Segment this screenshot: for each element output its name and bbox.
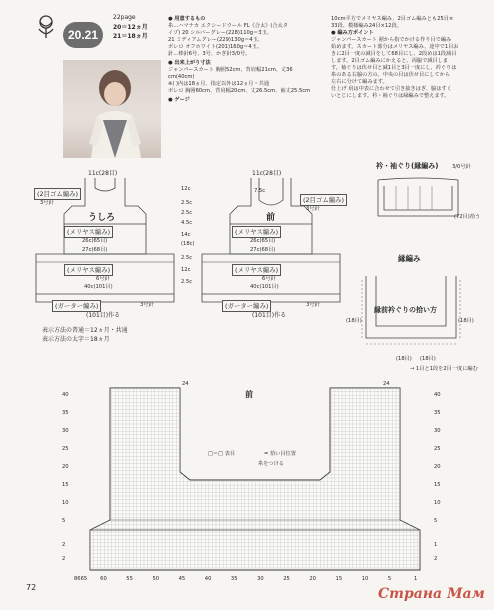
points-line: 糸のある右脇の方の、中央の目は伏せ目にしてから	[331, 72, 451, 78]
chart-col-label: 25	[283, 576, 290, 582]
front-top-dim: 11c(28目)	[252, 170, 282, 177]
chart-row-label-left: 25	[62, 446, 69, 452]
chart-col-label: 35	[230, 576, 238, 582]
chart-row-label-left: 35	[62, 410, 69, 416]
edging-note: → 1目と1段を2目一度に編む	[410, 366, 478, 372]
back-top-dim: 11c(28目)	[88, 170, 118, 177]
chart-row-label-left: 40	[62, 392, 69, 398]
front-rib-note: 3号針	[306, 206, 320, 212]
finished-line: ジャンパースカート 胸囲52cm、背肩幅21cm、丈36	[168, 67, 293, 73]
size-note-1: 表示方法の普通＝12ヵ月・共通	[42, 327, 128, 334]
back-width-2: 27c(68目)	[82, 247, 108, 253]
front-wide: 40c(101目)	[250, 284, 279, 290]
size-note-2: 表示方法の太字＝18ヵ月	[42, 336, 110, 343]
materials-line: 糸…ハマナカ エクシードウール FL《合太》(合太タ	[168, 23, 288, 29]
front-stockinette-lower: (メリヤス編み)	[232, 264, 281, 276]
gauge-title: ● ゲージ	[168, 97, 190, 103]
edging-count: (18目)	[396, 356, 412, 362]
page-number: 72	[26, 583, 37, 592]
points-line: します。2目ゴム編みにかえると、両脇で減目しま	[331, 58, 449, 64]
materials-line: ボレロ オフホワイト(201)160g＝4玉。	[168, 44, 263, 50]
chart-col-label: 10	[361, 576, 369, 582]
front-stockinette-upper: (メリヤス編み)	[232, 226, 281, 238]
size-line-2: 21＝18ヵ月	[113, 33, 148, 40]
size-line-1: 20＝12ヵ月	[113, 24, 148, 31]
chart-row-label-right: 30	[434, 428, 441, 434]
vertical-dim: 12c	[181, 186, 191, 192]
back-rib-width: 26c(65目)	[82, 238, 108, 244]
back-wide: 40c(101目)	[84, 284, 113, 290]
page-ref: 22page	[113, 14, 136, 21]
back-cast-on: (101目)作る	[86, 312, 121, 319]
front-garter: (ガーター編み)	[222, 300, 271, 312]
back-rib-label: (2目ゴム編み)	[34, 188, 81, 200]
vertical-dim: 2.5c	[181, 279, 193, 285]
chart-col-label: 1	[414, 576, 418, 582]
chart-row-label-left: 30	[62, 428, 69, 434]
finished-line: cm(40cm)	[168, 74, 195, 80]
gauge-line: 10cm平方でメリヤス編み、2目ゴム編みとも25目×	[331, 16, 454, 22]
points-line: 始めます。スカート部分はメリヤス編み、途中で1目お	[331, 44, 459, 50]
chart-top-left: 24	[182, 381, 189, 387]
chart-col-label: 8665	[74, 576, 88, 582]
edging-count: (18目)	[420, 356, 436, 362]
materials-line: 21 ミディアムグレー(229)130g＝4玉、	[168, 37, 263, 43]
chart-title: 前	[245, 390, 253, 399]
back-label: うしろ	[88, 213, 116, 223]
vertical-dim: 2.5c	[181, 255, 193, 261]
vertical-dim: 12c	[181, 267, 191, 273]
chart-row-label-left: 20	[62, 464, 69, 470]
chart-row-label-right: 5	[434, 518, 438, 524]
edging-count: (18目)	[458, 318, 474, 324]
chart-row-label-right: 15	[434, 482, 441, 488]
chart-row-label-left: 10	[62, 500, 69, 506]
child-photo	[63, 60, 161, 158]
edging-swatch-diagram	[370, 176, 466, 236]
chart-col-label: 60	[100, 576, 107, 582]
points-line: いとじにします。衿・袖ぐりは縁編みで整えます。	[331, 93, 450, 99]
knitting-grid-chart	[80, 380, 430, 575]
chart-row-label-left: 5	[62, 518, 66, 524]
back-stockinette-upper: (メリヤス編み)	[64, 226, 113, 238]
back-garter: (ガーター編み)	[52, 300, 101, 312]
points-line: 左右に分けて編みます。	[331, 79, 388, 85]
chart-row-label-left: 2	[62, 542, 66, 548]
chart-row-label-right: 25	[434, 446, 441, 452]
vertical-dim: 2.5c	[181, 200, 193, 206]
finished-line: ボレロ 胸囲60cm、背肩幅20cm、丈26.5cm、袖丈25.5cm	[168, 88, 311, 94]
vertical-dim: 14c	[181, 232, 191, 238]
chart-row-label-right: 2	[434, 556, 438, 562]
vertical-dim: 4.5c	[181, 220, 193, 226]
front-neck-dim: 7.5c	[254, 188, 266, 194]
pattern-number-badge: 20.21	[63, 22, 103, 48]
points-line: きに2目一度の減目をして68目にし、2段めは1段減目	[331, 51, 457, 57]
chart-col-label: 50	[152, 576, 160, 582]
front-rib-width: 26c(65目)	[250, 238, 276, 244]
points-line: 仕上げ 肩は中表に合わせて引き抜きはぎ、脇はすく	[331, 86, 452, 92]
chart-col-label: 30	[257, 576, 264, 582]
chart-col-label: 5	[387, 576, 392, 582]
back-garter-note: 3号針	[140, 302, 154, 308]
front-label: 前	[266, 213, 276, 223]
front-cast-on: (101目)作る	[252, 312, 287, 319]
chart-row-label-right: 40	[434, 392, 441, 398]
vertical-dim: 2.5c	[181, 210, 193, 216]
watermark: Страна Мам	[378, 586, 485, 602]
finished-line: ※( )内は18ヵ月、指定以外は12ヵ月・共通	[168, 81, 270, 87]
edging-count: (72目)拾う	[454, 214, 481, 220]
chart-legend-3: 糸をつける	[258, 461, 284, 467]
chart-top-right: 24	[383, 381, 390, 387]
chart-row-label-left: 15	[62, 482, 69, 488]
chart-col-label: 55	[126, 576, 133, 582]
chart-legend-1: □＝□ 表目	[208, 451, 236, 457]
vertical-dim: (18c)	[181, 241, 195, 247]
chart-row-label-right: 1	[434, 542, 438, 548]
points-line: す。袖ぐりは伏せ目と減1目と3目一度にし、衿ぐりは	[331, 65, 457, 71]
chart-col-label: 40	[204, 576, 212, 582]
materials-line: イプ) 20 シルバーグレー(228)110g＝3玉、	[168, 30, 272, 36]
edging-title: 衿・袖ぐり(縁編み)	[376, 162, 439, 170]
chart-row-label-left: 2	[62, 556, 66, 562]
chart-row-label-right: 35	[434, 410, 441, 416]
gauge-line: 33段、模様編み24目×12段。	[331, 23, 402, 29]
chart-legend-2: = 拾い目位置	[264, 451, 296, 457]
front-width-2: 27c(68目)	[250, 247, 276, 253]
back-rib-note: 3号針	[40, 200, 54, 206]
points-line: ジャンパースカート 裾から指でかける作り目で編み	[331, 37, 452, 43]
edging-subtitle: 縁編み	[398, 254, 421, 263]
finished-title: ● 出来上がり寸法	[168, 60, 211, 66]
chart-col-label: 20	[309, 576, 316, 582]
points-title: ● 編み方ポイント	[331, 30, 374, 36]
materials-line: 針…棒針6号、3号、かぎ針3/0号。	[168, 51, 251, 57]
chart-col-label: 45	[178, 576, 186, 582]
back-needle: 6号針	[96, 276, 110, 282]
chart-row-label-right: 10	[434, 500, 441, 506]
edging-pickup-title: 縁前衿ぐりの拾い方	[374, 306, 437, 314]
edging-count: (18目)	[346, 318, 362, 324]
chart-col-label: 15	[335, 576, 343, 582]
chart-row-label-right: 20	[434, 464, 441, 470]
edging-hook: 3/0号針	[452, 164, 471, 170]
materials-title: ● 用意するもの	[168, 16, 206, 22]
back-stockinette-lower: (メリヤス編み)	[64, 264, 113, 276]
front-rib-label: (2目ゴム編み)	[300, 194, 347, 206]
front-needle: 6号針	[262, 276, 276, 282]
front-garter-note: 3号針	[306, 302, 320, 308]
